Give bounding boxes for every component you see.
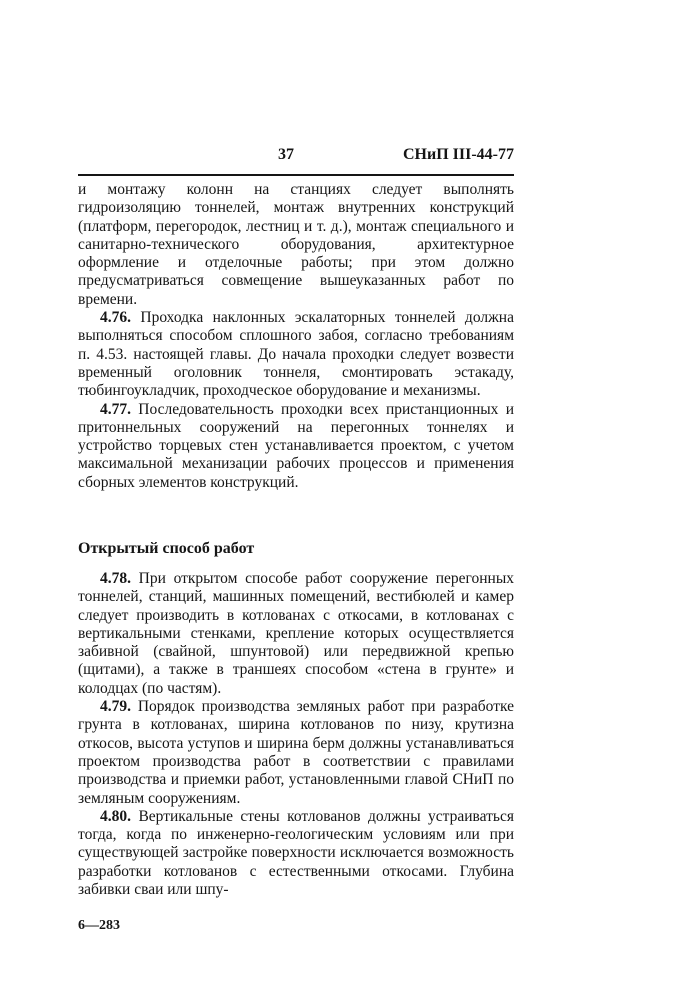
signature-mark: 6—283	[78, 918, 120, 933]
paragraph-text: Вертикальные стены котлованов должны устраиваться тогда, когда по инженерно-геологическим условиям или при существующей застройке поверхности исключается возможность разработки котлованов с естественными откосами. Глубина забивки сваи или шпу-	[78, 807, 515, 899]
continuation-paragraph: и монтажу колонн на станциях следует выполнять гидроизоляцию тоннелей, монтаж внутренних конструкций (платформ, перегородок, лестниц и т. д.), монтаж специального и санитарно-технического оборудования, архитектурное оформление и отделочные работы; при этом должно предусматриваться совмещение вышеуказанных работ по времени.	[78, 181, 514, 308]
paragraph-number: 4.80.	[100, 807, 131, 825]
header-rule	[78, 174, 514, 176]
paragraph-4-77	[78, 401, 514, 492]
paragraph-number: 4.79.	[100, 698, 131, 716]
paragraph-4-79	[78, 698, 514, 808]
paragraph-number: 4.77.	[100, 400, 131, 418]
running-header	[78, 146, 514, 170]
section-heading: Открытый способ работ	[78, 540, 255, 557]
paragraph-4-78	[78, 570, 514, 698]
paragraph-4-76	[78, 309, 514, 400]
body-text-bottom	[78, 570, 514, 899]
body-text-top	[78, 181, 514, 492]
paragraph-4-80	[78, 808, 514, 899]
paragraph-text: Порядок производства земляных работ при разработке грунта в котлованах, ширина котлованов по низу, крутизна откосов, высота уступов и ширина берм должны устанавливаться проектом производства работ в соответствии с правилами производства и приемки работ, установленными главой СНиП по земляным сооружениям.	[78, 698, 514, 807]
paragraph-text: Проходка наклонных эскалаторных тоннелей должна выполняться способом сплошного забоя, согласно требованиям п. 4.53. настоящей главы. До начала проходки следует возвести временный оголовник тоннеля, смонтировать эстакаду, тюбингоукладчик, проходческое оборудование и механизмы.	[78, 309, 514, 400]
paragraph-number: 4.76.	[100, 309, 131, 327]
page-number: 37	[278, 146, 294, 163]
document-code: СНиП III-44-77	[403, 146, 514, 163]
paragraph-text: При открытом способе работ сооружение перегонных тоннелей, станций, машинных помещений, вестибюлей и камер следует производить в котлованах с откосами, в котлованах с вертикальными стенками, крепление которых осуществляется забивной (свайной, шпунтовой) или передвижной крепью (щитами), а также в траншеях способом «стена в грунте» и колодцах (по частям).	[78, 570, 515, 697]
paragraph-number: 4.78.	[100, 570, 131, 587]
paragraph-text: Последовательность проходки всех пристанционных и притоннельных сооружений на перегонных тоннелях и устройство торцевых стен устанавливается проектом, с учетом максимальной механизации рабочих процессов и применения сборных элементов конструкций.	[78, 400, 514, 491]
